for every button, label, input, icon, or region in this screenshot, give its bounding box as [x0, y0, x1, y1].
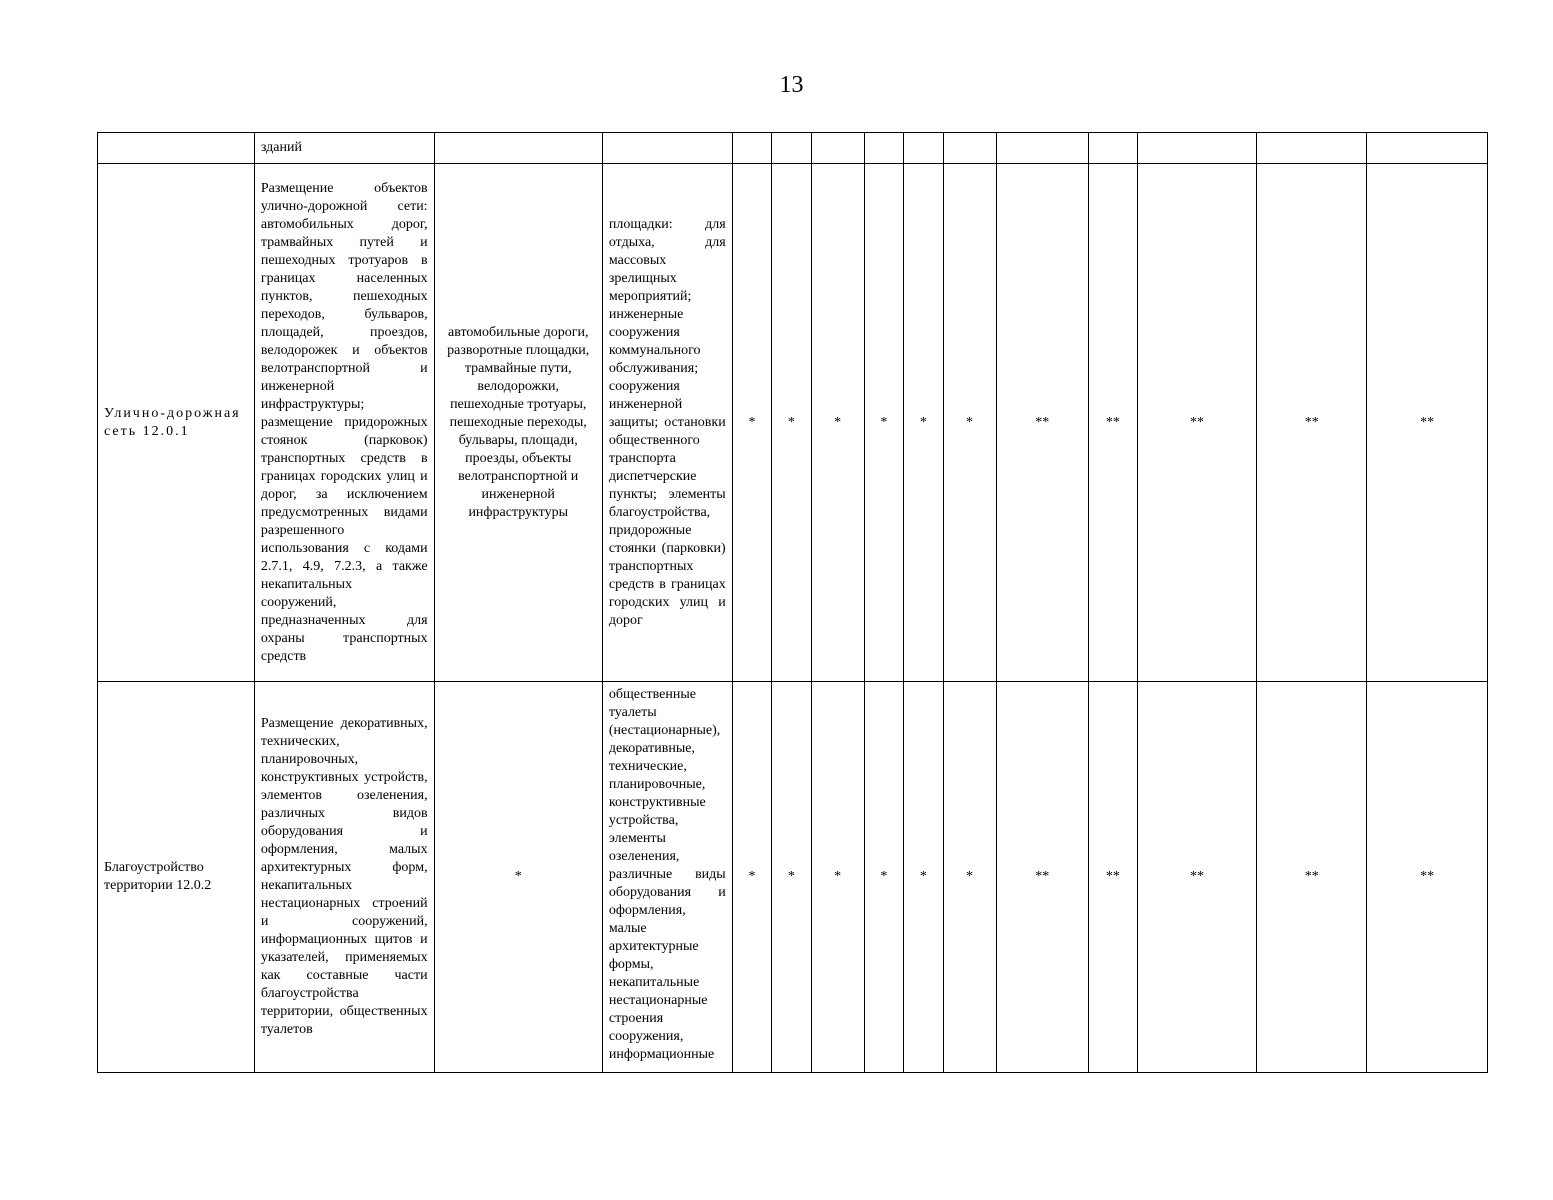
mark-cell: * [864, 164, 903, 682]
mark-cell: * [864, 682, 903, 1073]
mark-cell: * [732, 164, 771, 682]
mark-cell [732, 133, 771, 164]
page-number: 13 [779, 72, 804, 98]
functions-cell [602, 133, 732, 164]
mark-cell: ** [1257, 164, 1367, 682]
table-row [98, 133, 1488, 164]
mark-cell: ** [1088, 164, 1137, 682]
mark-cell [943, 133, 996, 164]
table-row [98, 164, 1488, 682]
mark-cell [811, 133, 864, 164]
functions-text: общественные туалеты (нестационарные), декоративные, технические, планировочные, конструктивные устройства, элементы озеленения, различные виды оборудования и оформления, малые архитектурные формы, некапитальные нестационарные строения сооружения, информационные [608, 687, 726, 1062]
functions-cell [602, 682, 732, 1073]
mark-cell: ** [1137, 164, 1256, 682]
mark-cell [1257, 133, 1367, 164]
mark-cell: * [904, 164, 943, 682]
mark-cell: * [943, 682, 996, 1073]
mark-cell: * [811, 682, 864, 1073]
mark-cell [1137, 133, 1256, 164]
mark-cell: ** [1088, 682, 1137, 1073]
land-use-table [97, 132, 1488, 1073]
mark-cell: ** [1137, 682, 1256, 1073]
zone-name-cell [98, 133, 255, 164]
objects-cell: * [434, 682, 602, 1073]
mark-cell [996, 133, 1088, 164]
mark-cell: ** [996, 682, 1088, 1073]
mark-cell: ** [1367, 682, 1488, 1073]
description-cell: Размещение декоративных, технических, планировочных, конструктивных устройств, элементов озеленения, различных видов оборудования и оформления, малых архитектурных форм, некапитальных нестационарных строений и сооружений, информационных щитов и указателей, применяемых как составные части благоустройства территории, общественных туалетов [254, 682, 434, 1073]
mark-cell: * [811, 164, 864, 682]
mark-cell [1367, 133, 1488, 164]
functions-cell: площадки: для отдыха, для массовых зрелищных мероприятий; инженерные сооружения коммунального обслуживания; сооружения инженерной защиты; остановки общественного транспорта диспетчерские пункты; элементы благоустройства, придорожные стоянки (парковки) транспортных средств в границах городских улиц и дорог [602, 164, 732, 682]
mark-cell: * [772, 682, 811, 1073]
mark-cell [904, 133, 943, 164]
zone-name-cell: Улично-дорожная сеть 12.0.1 [98, 164, 255, 682]
mark-cell [1088, 133, 1137, 164]
mark-cell [772, 133, 811, 164]
mark-cell: ** [996, 164, 1088, 682]
mark-cell: * [732, 682, 771, 1073]
mark-cell [864, 133, 903, 164]
mark-cell: ** [1257, 682, 1367, 1073]
objects-cell: автомобильные дороги, разворотные площадки, трамвайные пути, велодорожки, пешеходные тротуары, пешеходные переходы, бульвары, площади, проезды, объекты велотранспортной и инженерной инфраструктуры [434, 164, 602, 682]
zone-name-cell: Благоустройство территории 12.0.2 [98, 682, 255, 1073]
objects-cell [434, 133, 602, 164]
table-row [98, 682, 1488, 1073]
mark-cell: ** [1367, 164, 1488, 682]
mark-cell: * [772, 164, 811, 682]
mark-cell: * [943, 164, 996, 682]
description-cell: Размещение объектов улично-дорожной сети: автомобильных дорог, трамвайных путей и пешеходных тротуаров в границах населенных пунктов, пешеходных переходов, бульваров, площадей, проездов, велодорожек и объектов велотранспортной и инженерной инфраструктуры; размещение придорожных стоянок (парковок) транспортных средств в границах городских улиц и дорог, за исключением предусмотренных видами разрешенного использования с кодами 2.7.1, 4.9, 7.2.3, а также некапитальных сооружений, предназначенных для охраны транспортных средств [254, 164, 434, 682]
description-cell: зданий [254, 133, 434, 164]
mark-cell: * [904, 682, 943, 1073]
